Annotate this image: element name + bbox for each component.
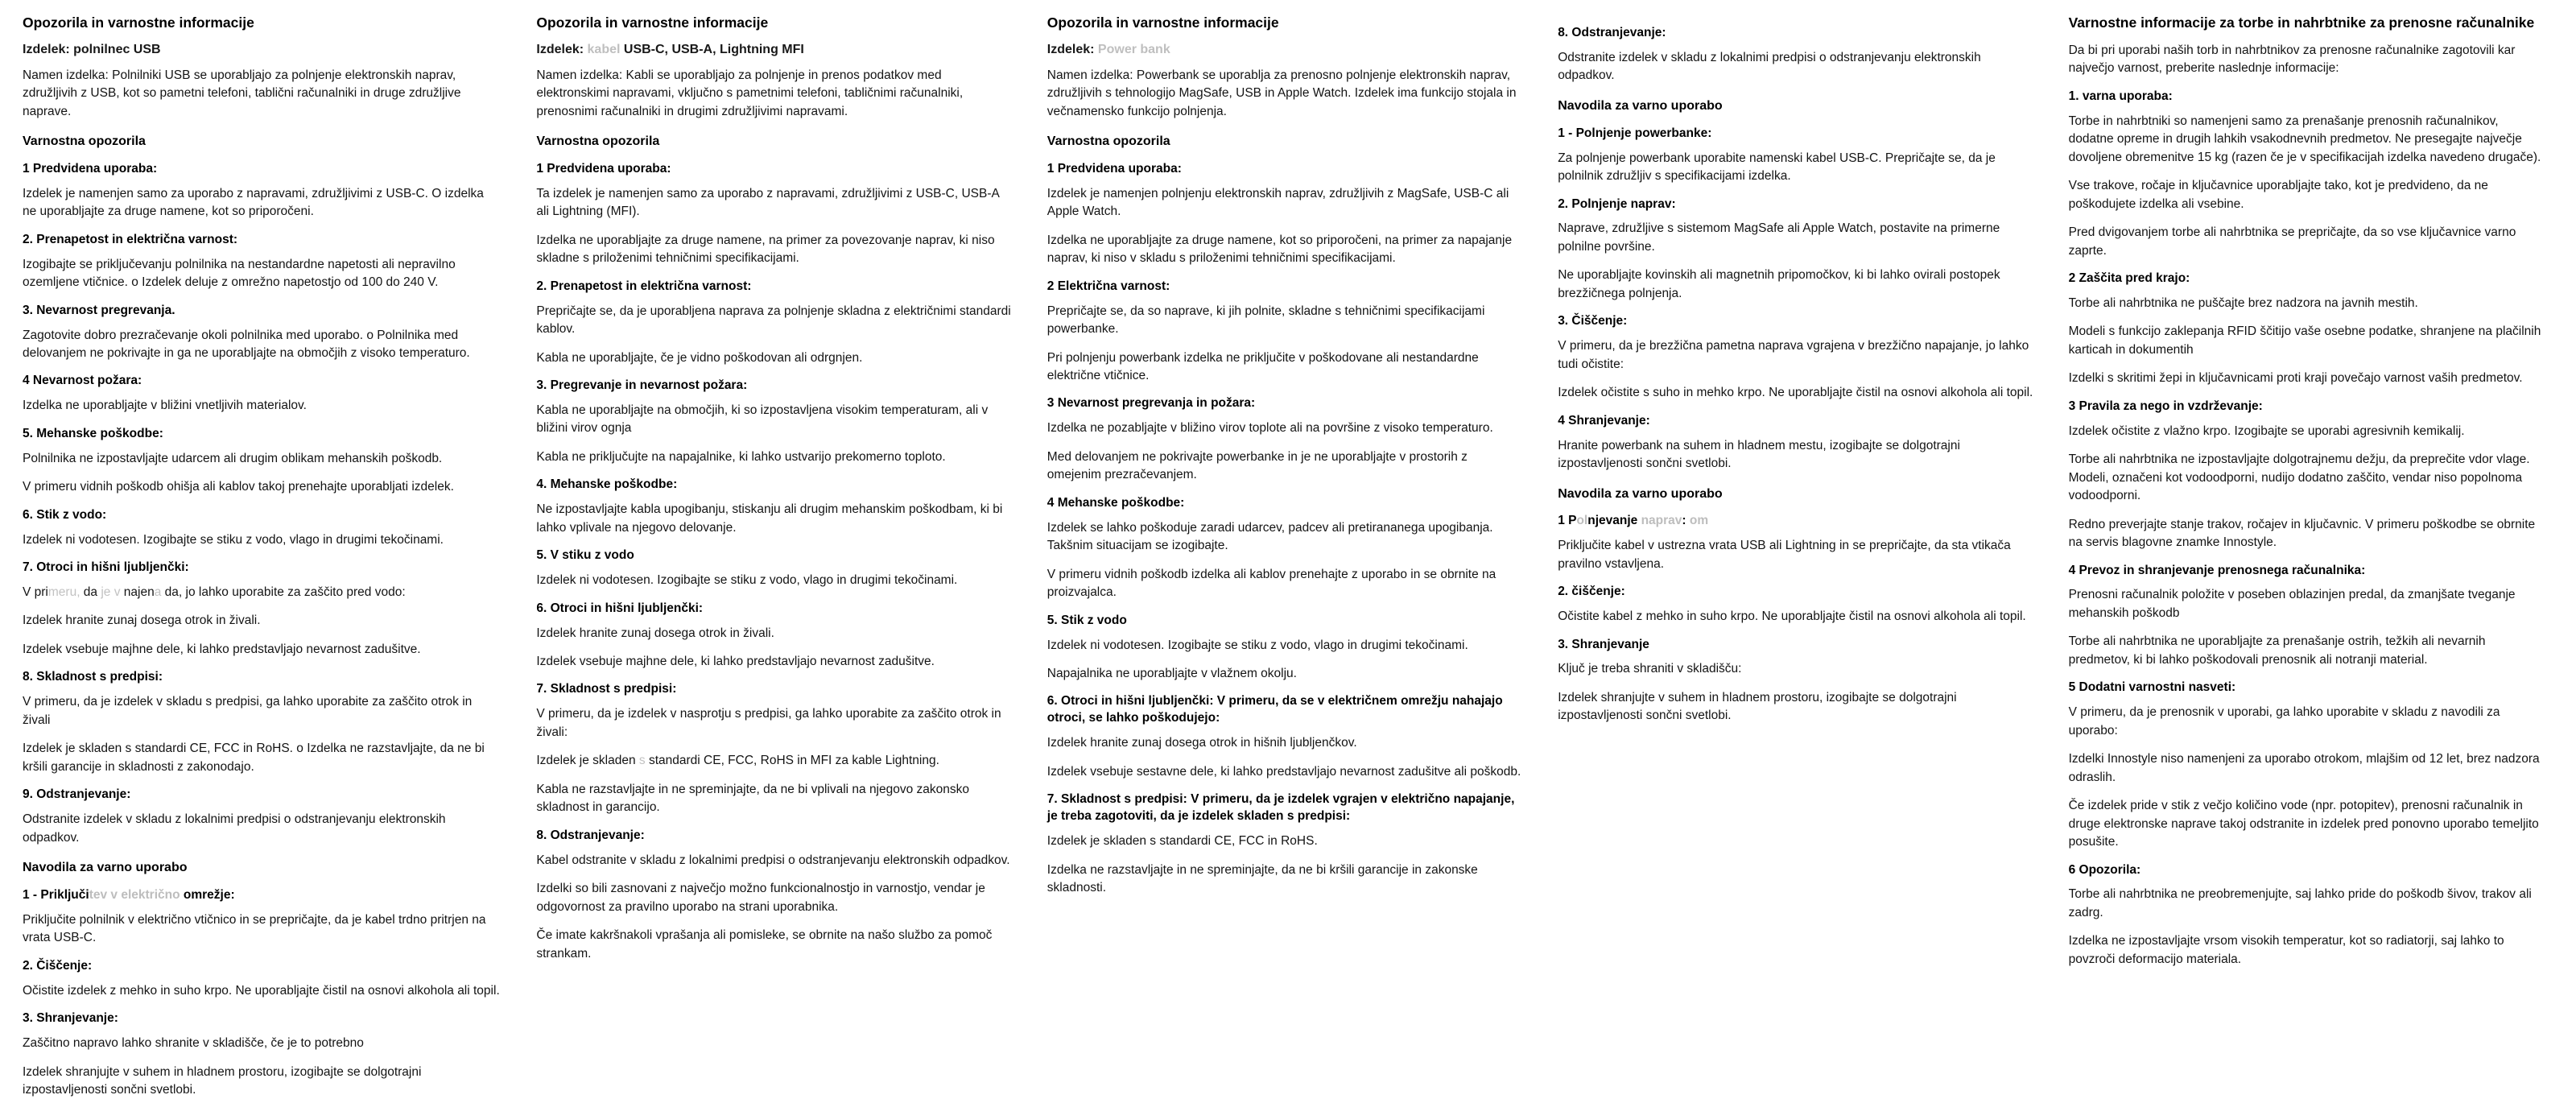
paragraph: Zaščitno napravo lahko shranite v skladišče, če je to potrebno: [23, 1036, 364, 1051]
paragraph: Odstranite izdelek v skladu z lokalnimi predpisi o odstranjevanju elektronskih odpadkov.: [23, 812, 446, 845]
paragraph: Namen izdelka: Powerbank se uporablja za prenosno polnjenje elektronskih naprav, združljivih s tehnologijo MagSafe, USB in Apple Watch. Izdelek ima funkcijo stojala in večnamensko funkcijo polnjenja.: [1046, 68, 1517, 118]
paragraph: Napajalnika ne uporabljajte v vlažnem okolju.: [1046, 666, 1297, 680]
document-column-3: [1543, 14, 2054, 1006]
paragraph: Redno preverjajte stanje trakov, ročajev in ključavnic. V primeru poškodbe se obrnite na servis blagovne znamke Innostyle.: [2068, 517, 2536, 550]
subsection-heading: 3. Pregrevanje in nevarnost požara:: [536, 378, 748, 392]
paragraph: Odstranite izdelek v skladu z lokalnimi predpisi o odstranjevanju elektronskih odpadkov.: [1558, 50, 1981, 83]
paragraph: V primeru vidnih poškodb izdelka ali kablov prenehajte z uporabo in se obrnite na proizvajalca.: [1046, 567, 1496, 600]
paragraph: Izdelek shranjujte v suhem in hladnem prostoru, izogibajte se dolgotrajni izpostavljenosti sončni svetlobi.: [23, 1064, 422, 1097]
paragraph: V primeru, da je v najena da, jo lahko uporabite za zaščito pred vodo:: [23, 585, 406, 600]
paragraph: Kabla ne uporabljajte, če je vidno poškodovan ali odrgnjen.: [536, 350, 863, 365]
subsection-heading: 2 Zaščita pred krajo:: [2068, 271, 2190, 286]
paragraph: Izdelek hranite zunaj dosega otrok in hišnih ljubljenčkov.: [1046, 736, 1357, 750]
subsection-heading: 5. V stiku z vodo: [536, 548, 634, 563]
subsection-heading: 5. Mehanske poškodbe:: [23, 426, 163, 440]
column-heading: Opozorila in varnostne informacije: [1046, 14, 1279, 31]
section-heading: Navodila za varno uporabo: [1558, 98, 1723, 113]
subsection-heading: 1 Polnjevanje naprav: om: [1558, 514, 1709, 528]
paragraph: Izdelki s skritimi žepi in ključavnicami proti kraji povečajo varnost vaših predmetov.: [2068, 371, 2523, 386]
paragraph: Izdelka ne razstavljajte in ne spreminjajte, da ne bi kršili garancije in zakonske skladnosti.: [1046, 862, 1478, 895]
subsection-heading: 6. Stik z vodo:: [23, 507, 107, 522]
column-content: [536, 14, 1011, 963]
subsection-heading: 4. Mehanske poškodbe:: [536, 477, 678, 492]
paragraph: Ne uporabljajte kovinskih ali magnetnih pripomočkov, ki bi lahko ovirali postopek brezžičnega polnjenja.: [1558, 268, 2000, 300]
paragraph: Če imate kakršnakoli vprašanja ali pomislekе, se obrnite na našo službo za pomoč strankam.: [536, 928, 993, 961]
subsection-heading: 8. Skladnost s predpisi:: [23, 670, 163, 684]
paragraph: Izdelek ni vodotesen. Izogibajte se stiku z vodo, vlago in drugimi tekočinami.: [536, 573, 958, 588]
subsection-heading: 5 Dodatni varnostni nasveti:: [2068, 680, 2236, 695]
paragraph: Izdelek je namenjen polnjenju elektronskih naprav, združljivih z MagSafe, USB-C ali Apple Watch.: [1046, 186, 1509, 219]
document-column-2: [1033, 14, 1543, 1006]
document-column-0: [11, 14, 522, 1097]
subsection-heading: 3. Shranjevanje: [1558, 637, 1649, 651]
paragraph: Torbe in nahrbtniki so namenjeni samo za prenašanje prenosnih računalnikov, dodatne opreme in drugih lahkih vsakodnevnih predmetov. Ne presegajte največje dovoljene obremenitve 15 kg (razen če je v specifikacijah izdelka navedeno drugače).: [2068, 114, 2541, 164]
paragraph: Torbe ali nahrbtnika ne uporabljajte za prenašanje ostrih, težkih ali nevarnih predmetov, ki bi lahko poškodovali prenosnik ali notranji material.: [2068, 634, 2486, 667]
paragraph: Izdelek hranite zunaj dosega otrok in živali.: [536, 626, 774, 640]
paragraph: Pred dvigovanjem torbe ali nahrbtnika se prepričajte, da so vse ključavnice varno zaprte.: [2068, 225, 2516, 258]
paragraph: Izdelki Innostyle niso namenjeni za uporabo otrokom, mlajšim od 12 let, brez nadzora odraslih.: [2068, 752, 2540, 784]
subsection-heading: 6 Opozorila:: [2068, 862, 2141, 877]
paragraph: Če izdelek pride v stik z večjo količino vode (npr. potopitev), prenosni računalnik in druge elektronske naprave takoj odstranite in izdelek pred ponovno uporabo temeljito posušite.: [2068, 799, 2539, 849]
paragraph: V primeru, da je brezžična pametna naprava vgrajena v brezžično napajanje, jo lahko tudi očistite:: [1558, 339, 2029, 371]
product-name: Izdelek: polnilnec USB: [23, 42, 161, 56]
subsection-heading: 2 Električna varnost:: [1046, 279, 1170, 293]
paragraph: Očistite izdelek z mehko in suho krpo. Ne uporabljajte čistil na osnovi alkohola ali topil.: [23, 983, 500, 998]
subsection-heading: 1 Predvidena uporaba:: [23, 161, 158, 176]
paragraph: Izdelek vsebuje sestavne dele, ki lahko predstavljajo nevarnost zadušitve ali poškodb.: [1046, 764, 1521, 779]
subsection-heading: 1 Predvidena uporaba:: [1046, 161, 1182, 176]
paragraph: Izdelek očistite z vlažno krpo. Izogibajte se uporabi agresivnih kemikalij.: [2068, 423, 2465, 438]
subsection-heading: 7. Skladnost s predpisi:: [536, 682, 677, 696]
paragraph: Namen izdelka: Kabli se uporabljajo za polnjenje in prenos podatkov med elektronskimi napravami, vključno s pametnimi telefoni, tabličnimi računalniki, prenosnimi računalniki in drugimi združljivimi napravami.: [536, 68, 964, 118]
subsection-heading: 1 - Polnjenje powerbanke:: [1558, 126, 1712, 140]
paragraph: Modeli s funkcijo zaklepanja RFID ščitijo vaše osebne podatke, shranjene na plačilnih karticah in dokumentih: [2068, 324, 2541, 357]
paragraph: Za polnjenje powerbank uporabite namenski kabel USB-C. Prepričajte se, da je polnilnik združljiv s specifikacijami izdelka.: [1558, 151, 1996, 184]
column-content: [1558, 25, 2033, 725]
paragraph: Prepričajte se, da so naprave, ki jih polnite, skladne s tehničnimi specifikacijami powerbanke.: [1046, 304, 1485, 337]
subsection-heading: 4 Nevarnost požara:: [23, 374, 142, 388]
paragraph: V primeru, da je izdelek v skladu s predpisi, ga lahko uporabite za zaščito otrok in živali: [23, 695, 473, 727]
paragraph: Kabel odstranite v skladu z lokalnimi predpisi o odstranjevanju elektronskih odpadkov.: [536, 853, 1010, 867]
paragraph: Kabla ne uporabljajte na območjih, ki so izpostavljena visokim temperaturam, ali v bližini virov ognja: [536, 403, 989, 436]
column-content: [23, 14, 501, 1099]
product-name: Izdelek: Power bank: [1046, 42, 1170, 56]
paragraph: Kabla ne priključujte na napajalnike, ki lahko ustvarijo prekomerno toploto.: [536, 449, 946, 464]
subsection-heading: 3 Nevarnost pregrevanja in požara:: [1046, 396, 1256, 411]
paragraph: Ne izpostavljajte kabla upogibanju, stiskanju ali drugim mehanskim poškodbam, ki bi lahko vplivale na njegovo delovanje.: [536, 502, 1003, 535]
subsection-heading: 3. Nevarnost pregrevanja.: [23, 303, 175, 317]
subsection-heading: 2. čiščenje:: [1558, 585, 1625, 599]
paragraph: Izdelek vsebuje majhne dele, ki lahko predstavljajo nevarnost zadušitve.: [536, 654, 935, 668]
column-heading: Opozorila in varnostne informacije: [536, 14, 769, 31]
paragraph: Namen izdelka: Polnilniki USB se uporabljajo za polnjenje elektronskih naprav, združljivih z USB, kot so pametni telefoni, tablični računalniki in druge združljive naprave.: [23, 68, 461, 118]
paragraph: Prenosni računalnik položite v poseben oblazinjen predal, da zmanjšate tveganje mehanskih poškodb: [2068, 588, 2516, 620]
paragraph: Izdelka ne pozabljajte v bližino virov toplote ali na površine z visoko temperaturo.: [1046, 421, 1493, 436]
paragraph: Torbe ali nahrbtnika ne preobremenjujte, saj lahko pride do poškodb šivov, trakov ali zadrg.: [2068, 887, 2532, 919]
paragraph: Izdelka ne uporabljajte v bližini vnetljivih materialov.: [23, 399, 307, 413]
paragraph: Izdelek je namenjen samo za uporabo z napravami, združljivimi z USB-C. O izdelka ne uporabljajte za druge namene, kot so priporočeni.: [23, 186, 484, 219]
subsection-heading: 1 - Priključitev v električno omrežje:: [23, 887, 235, 902]
document-column-4: [2054, 14, 2565, 1006]
paragraph: Med delovanjem ne pokrivajte powerbanke in je ne uporabljajte v prostorih z omejenim prezračevanjem.: [1046, 449, 1468, 482]
paragraph: V primeru, da je prenosnik v uporabi, ga lahko uporabite v skladu z navodili za uporabo:: [2068, 705, 2500, 737]
paragraph: Torbe ali nahrbtnika ne izpostavljajte dolgotrajnemu dežju, da preprečite vdor vlage. Modeli, označeni kot vodoodporni, nudijo dodatno zaščito, vendar niso popolnoma vodoodporni.: [2068, 452, 2530, 503]
paragraph: Priključite kabel v ustrezna vrata USB ali Lightning in se prepričajte, da sta vtikača pravilno vstavljena.: [1558, 539, 2011, 571]
paragraph: Očistite kabel z mehko in suho krpo. Ne uporabljajte čistil na osnovi alkohola ali topil.: [1558, 609, 2026, 624]
section-heading: Varnostna opozorila: [536, 134, 660, 149]
paragraph: Da bi pri uporabi naših torb in nahrbtnikov za prenosne računalnike zagotovili kar največjo varnost, preberite naslednje informacije:: [2068, 43, 2516, 76]
subsection-heading: 5. Stik z vodo: [1046, 613, 1127, 627]
column-content: [2069, 14, 2544, 969]
section-heading: Varnostna opozorila: [1046, 134, 1170, 149]
paragraph: Izdelek očistite s suho in mehko krpo. Ne uporabljajte čistil na osnovi alkohola ali topil.: [1558, 386, 2033, 400]
subsection-heading: 6. Otroci in hišni ljubljenčki: V primeru, da se v električnem omrežju nahajajo otroci, se lahko poškodujejo:: [1046, 694, 1503, 725]
subsection-heading: 4 Shranjevanje:: [1558, 413, 1650, 428]
subsection-heading: 1. varna uporaba:: [2068, 89, 2173, 103]
paragraph: Izdelek ni vodotesen. Izogibajte se stiku z vodo, vlago in drugimi tekočinami.: [1046, 638, 1468, 652]
paragraph: Izdelek hranite zunaj dosega otrok in živali.: [23, 614, 261, 628]
paragraph: Izdelek vsebuje majhne dele, ki lahko predstavljajo nevarnost zadušitve.: [23, 642, 421, 656]
paragraph: V primeru, da je izdelek v nasprotju s predpisi, ga lahko uporabite za zaščito otrok in živali:: [536, 707, 1001, 739]
product-name: Izdelek: kabel USB-C, USB-A, Lightning MFI: [536, 42, 804, 56]
paragraph: Zagotovite dobro prezračevanje okoli polnilnika med uporabo. o Polnilnika med delovanjem ne pokrivajte in ga ne uporabljajte na območjih z visoko temperaturo.: [23, 328, 470, 360]
column-heading: Varnostne informacije za torbe in nahrbtnike za prenosne računalnike: [2068, 14, 2535, 31]
paragraph: Izdelek je skladen s standardi CE, FCC in RoHS.: [1046, 834, 1318, 849]
section-heading: Navodila za varno uporabo: [1558, 486, 1723, 501]
subsection-heading: 6. Otroci in hišni ljubljenčki:: [536, 601, 704, 615]
paragraph: Izdelek ni vodotesen. Izogibajte se stiku z vodo, vlago in drugimi tekočinami.: [23, 532, 444, 547]
paragraph: Izdelek se lahko poškoduje zaradi udarcev, padcev ali pretirananega upogibanja. Takšnim situacijam se izogibajte.: [1046, 520, 1493, 553]
subsection-heading: 3. Čiščenje:: [1558, 314, 1628, 328]
paragraph: Izdelek je skladen s standardi CE, FCC in RoHS. o Izdelka ne razstavljajte, da ne bi kršili garancije in skladnosti z zakonodajo.: [23, 742, 485, 774]
paragraph: Priključite polnilnik v električno vtičnico in se prepričajte, da je kabel trdno pritrjen na vrata USB-C.: [23, 912, 486, 945]
subsection-heading: 2. Prenapetost in električna varnost:: [536, 279, 752, 293]
paragraph: Prepričajte se, da je uporabljena naprava za polnjenje skladna z električnimi standardi kablov.: [536, 304, 1011, 337]
paragraph: Ta izdelek je namenjen samo za uporabo z napravami, združljivimi z USB-C, USB-A ali Lightning (MFI).: [536, 186, 999, 219]
paragraph: Naprave, združljive s sistemom MagSafe ali Apple Watch, postavite na primerne polnilne površine.: [1558, 221, 2000, 254]
paragraph: Izogibajte se priključevanju polnilnika na nestandardne napetosti ali nepravilno ozemljene vtičnice. o Izdelek deluje z omrežno napetostjo od 100 do 240 V.: [23, 257, 456, 290]
paragraph: Ključ je treba shraniti v skladišču:: [1558, 662, 1742, 676]
subsection-heading: 1 Predvidena uporaba:: [536, 161, 671, 176]
paragraph: V primeru vidnih poškodb ohišja ali kablov takoj prenehajte uporabljati izdelek.: [23, 480, 454, 494]
paragraph: Izdelki so bili zasnovani z največjo možno funkcionalnostjo in varnostjo, vendar je odgovornost za pravilno uporabo na strani uporabnika.: [536, 882, 985, 914]
column-heading: Opozorila in varnostne informacije: [23, 14, 254, 31]
paragraph: Torbe ali nahrbtnika ne puščajte brez nadzora na javnih mestih.: [2068, 295, 2418, 310]
subsection-heading: 2. Polnjenje naprav:: [1558, 196, 1676, 211]
subsection-heading: 3. Shranjevanje:: [23, 1011, 118, 1026]
paragraph: Izdelek shranjujte v suhem in hladnem prostoru, izogibajte se dolgotrajni izpostavljenosti sončni svetlobi.: [1558, 690, 1957, 723]
paragraph: Izdelka ne izpostavljajte vrsom visokih temperatur, kot so radiatorji, saj lahko to povzroči deformacijo materiala.: [2068, 934, 2504, 966]
subsection-heading: 8. Odstranjevanje:: [536, 828, 645, 842]
subsection-heading: 2. Čiščenje:: [23, 958, 93, 973]
section-heading: Navodila za varno uporabo: [23, 861, 188, 875]
paragraph: Polnilnika ne izpostavljajte udarcem ali drugim oblikam mehanskih poškodb.: [23, 451, 443, 465]
section-heading: Varnostna opozorila: [23, 134, 146, 149]
subsection-heading: 2. Prenapetost in električna varnost:: [23, 232, 238, 246]
paragraph: Izdelka ne uporabljajte za druge namene, na primer za povezovanje naprav, ki niso skladne s priloženimi tehničnimi specifikacijami.: [536, 233, 995, 266]
paragraph: Izdelek je skladen s standardi CE, FCC, RoHS in MFI za kable Lightning.: [536, 754, 939, 768]
paragraph: Izdelka ne uporabljajte za druge namene, kot so priporočeni, na primer za napajanje naprav, ki niso v skladu s priloženimi tehničnimi specifikacijami.: [1046, 233, 1513, 266]
subsection-heading: 7. Otroci in hišni ljubljenčki:: [23, 560, 189, 575]
subsection-heading: 4 Mehanske poškodbe:: [1046, 495, 1185, 510]
document-column-1: [522, 14, 1032, 1006]
subsection-heading: 3 Pravila za nego in vzdrževanje:: [2068, 399, 2263, 413]
paragraph: Hranite powerbank na suhem in hladnem mestu, izogibajte se dolgotrajni izpostavljenosti sončni svetlobi.: [1558, 438, 1960, 471]
paragraph: Vse trakove, ročaje in ključavnice uporabljajte tako, kot je predvideno, da ne poškodujete izdelka ali vsebine.: [2068, 179, 2488, 211]
subsection-heading: 7. Skladnost s predpisi: V primeru, da je izdelek vgrajen v električno napajanje, je treba zagotoviti, da je izdelek skladen s predpisi:: [1046, 792, 1515, 824]
subsection-heading: 4 Prevoz in shranjevanje prenosnega računalnika:: [2068, 563, 2366, 577]
subsection-heading: 9. Odstranjevanje:: [23, 787, 131, 802]
paragraph: Pri polnjenju powerbank izdelka ne priključite v poškodovane ali nestandardne električne vtičnice.: [1046, 350, 1479, 382]
paragraph: Kabla ne razstavljajte in ne spreminjajte, da ne bi vplivali na njegovo zakonsko skladnost in garancijo.: [536, 782, 970, 815]
column-content: [1047, 14, 1522, 897]
subsection-heading: 8. Odstranjevanje:: [1558, 26, 1666, 39]
